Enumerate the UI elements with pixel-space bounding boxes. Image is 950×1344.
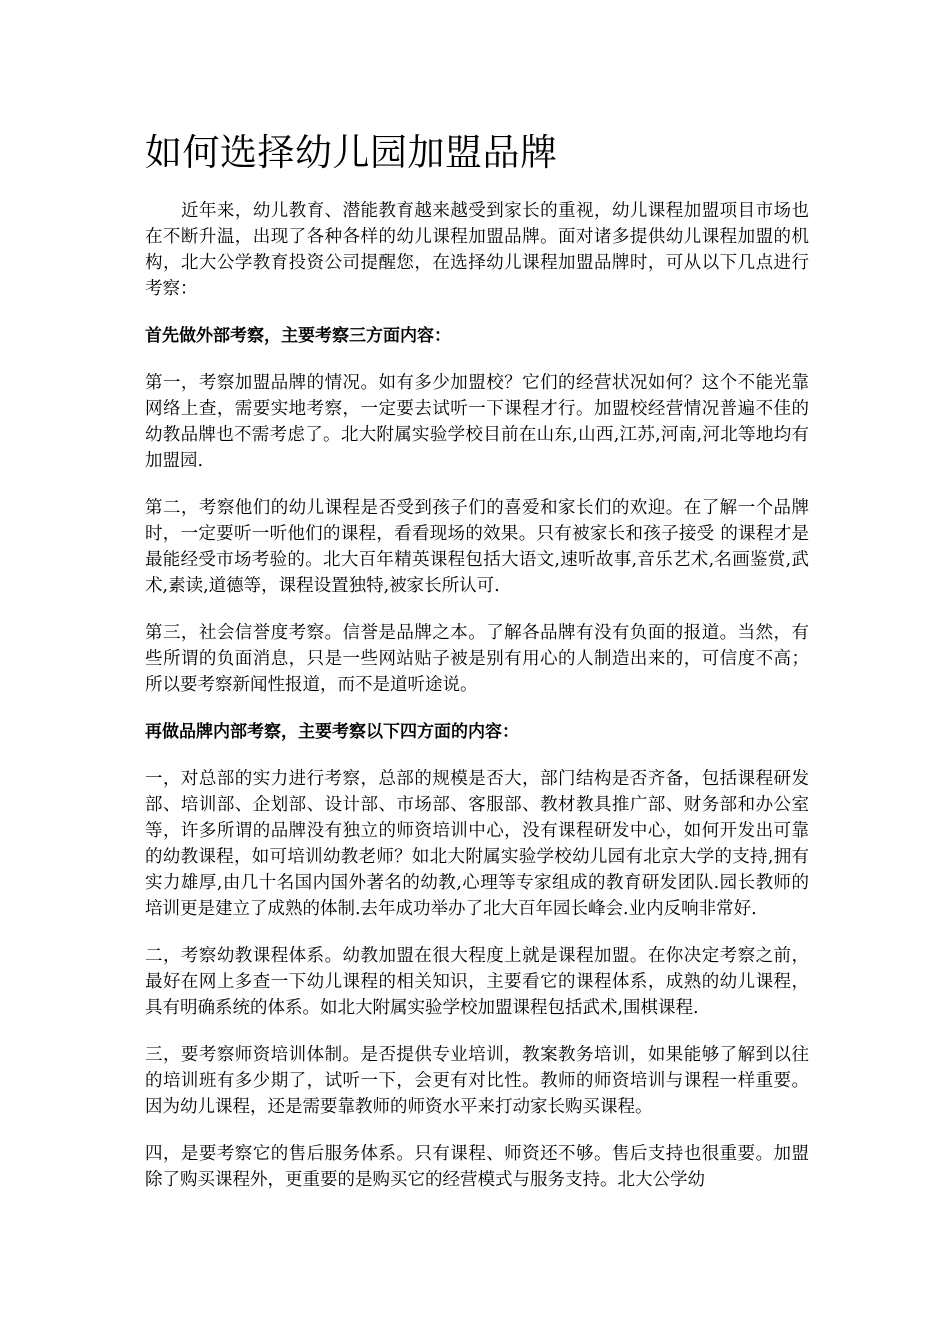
intro-paragraph: 近年来，幼儿教育、潜能教育越来越受到家长的重视，幼儿课程加盟项目市场也在不断升温，出现了各种各样的幼儿课程加盟品牌。面对诸多提供幼儿课程加盟的机构，北大公学教育投资公司提醒您，在选择幼儿课程加盟品牌时，可从以下几点进行考察： (145, 201, 809, 299)
internal-review-item-1: 一，对总部的实力进行考察，总部的规模是否大，部门结构是否齐备，包括课程研发部、培训部、企划部、设计部、市场部、客服部、教材教具推广部、财务部和办公室等，许多所谓的品牌没有独立的师资培训中心，没有课程研发中心，如何开发出可靠的幼教课程，如可培训幼教老师？如北大附属实验学校幼儿园有北京大学的支持,拥有实力雄厚,由几十名国内国外著名的幼教,心理等专家组成的教育研发团队.园长教师的培训更是建立了成熟的体制.去年成功举办了北大百年园长峰会.业内反响非常好. (145, 769, 809, 919)
external-review-item-2: 第二，考察他们的幼儿课程是否受到孩子们的喜爱和家长们的欢迎。在了解一个品牌时，一定要听一听他们的课程，看看现场的效果。只有被家长和孩子接受 的课程才是最能经受市场考验的。北大百年精英课程包括大语文,速听故事,音乐艺术,名画鉴赏,武术,素读,道德等，课程设置独特,被家长所认可. (145, 498, 809, 596)
external-review-item-3: 第三，社会信誉度考察。信誉是品牌之本。了解各品牌有没有负面的报道。当然，有些所谓的负面消息，只是一些网站贴子被是别有用心的人制造出来的，可信度不高；所以要考察新闻性报道，而不是道听途说。 (145, 623, 809, 695)
external-review-heading: 首先做外部考察，主要考察三方面内容： (145, 326, 451, 346)
document-page (145, 128, 809, 1193)
internal-review-item-2: 二，考察幼教课程体系。幼教加盟在很大程度上就是课程加盟。在你决定考察之前，最好在网上多查一下幼儿课程的相关知识，主要看它的课程体系，成熟的幼儿课程，具有明确系统的体系。如北大附属实验学校加盟课程包括武术,围棋课程. (145, 946, 809, 1018)
document-title: 如何选择幼儿园加盟品牌 (145, 131, 558, 174)
internal-review-item-4: 四，是要考察它的售后服务体系。只有课程、师资还不够。售后支持也很重要。加盟除了购买课程外，更重要的是购买它的经营模式与服务支持。北大公学幼 (145, 1144, 809, 1190)
external-review-item-1: 第一，考察加盟品牌的情况。如有多少加盟校？它们的经营状况如何？这个不能光靠网络上查，需要实地考察，一定要去试听一下课程才行。加盟校经营情况普遍不佳的幼教品牌也不需考虑了。北大附属实验学校目前在山东,山西,江苏,河南,河北等地均有加盟园. (145, 373, 809, 471)
internal-review-item-3: 三，要考察师资培训体制。是否提供专业培训，教案教务培训，如果能够了解到以往的培训班有多少期了，试听一下，会更有对比性。教师的师资培训与课程一样重要。因为幼儿课程，还是需要靠教师的师资水平来打动家长购买课程。 (145, 1045, 809, 1117)
internal-review-heading: 再做品牌内部考察，主要考察以下四方面的内容： (145, 722, 519, 742)
